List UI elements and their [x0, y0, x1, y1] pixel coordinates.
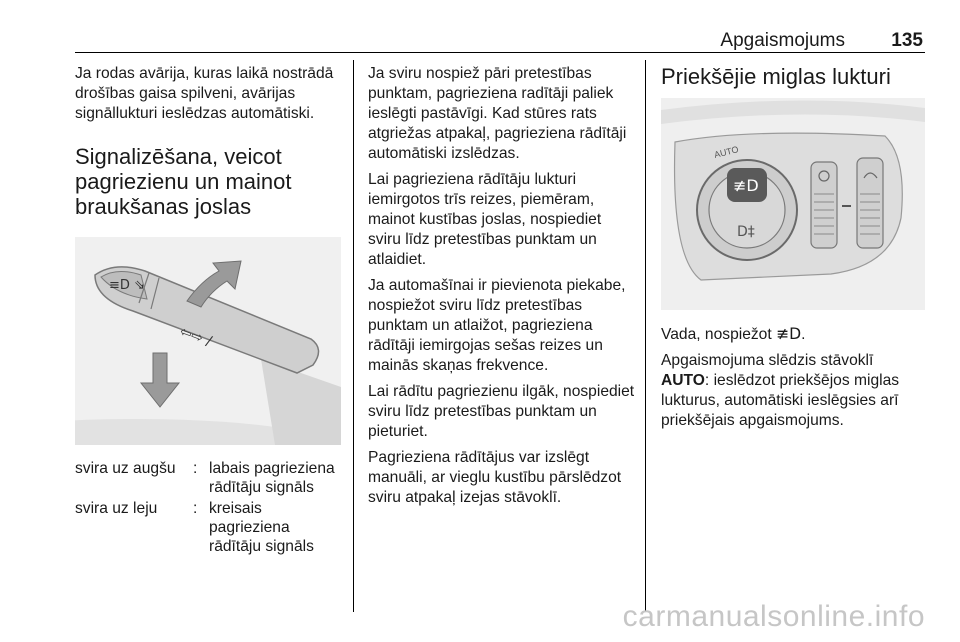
paragraph-1: Ja sviru nospiež pāri pretestības punktam, pagrieziena radītāji paliek ieslēgti pastāvīgi. Kad stūres rats atgriežas atpakaļ, pagrieziena rādītāji automātiski izslēdzas. — [368, 65, 627, 162]
column-divider-1 — [353, 60, 354, 612]
intro-paragraph: Ja rodas avārija, kuras laikā nostrādā drošības gaisa spilveni, avārijas signāllukturi ieslēdzas automātiski. — [75, 65, 334, 122]
press-end: . — [801, 326, 806, 343]
section-title: Apgaismojums — [720, 30, 845, 51]
fog-lights-heading: Priekšējie miglas lukturi — [661, 64, 891, 89]
auto-paragraph — [661, 351, 925, 431]
press-instruction — [661, 324, 925, 345]
column-divider-2 — [645, 60, 646, 612]
page-header — [75, 30, 925, 52]
lever-light-symbol: ≡D ⇘ — [109, 278, 145, 293]
definition-list — [75, 459, 341, 556]
definition-term: svira uz leju — [75, 500, 158, 517]
paragraph-4: Lai rādītu pagriezienu ilgāk, nospiediet sviru līdz pretestības punktam un pieturiet. — [368, 383, 635, 440]
definition-desc: kreisais pagrieziena rādītāju signāls — [209, 500, 314, 555]
watermark: carmanualsonline.info — [622, 600, 925, 633]
stalk-lever-illustration — [75, 237, 341, 445]
column-left — [75, 64, 341, 558]
auto-para-post: : ieslēdzot priekšējos miglas lukturus, automātiski ieslēgsies arī priekšējais apgaismojums. — [661, 372, 900, 429]
turn-signal-heading: Signalizēšana, veicot pagriezienu un mainot braukšanas joslas — [75, 144, 292, 219]
definition-row-down — [75, 499, 341, 556]
auto-para-pre: Apgaismojuma slēdzis stāvoklī — [661, 352, 874, 369]
auto-label: AUTO — [661, 372, 705, 389]
paragraph-3: Ja automašīnai ir pievienota piekabe, nospiežot sviru līdz pretestības punktam un atlaižot, pagrieziena rādītāji iemirgojas sešas reizes un mainās skaņas frekvence. — [368, 277, 626, 374]
fog-light-symbol: ≢D — [776, 325, 802, 343]
switch-auto-label: AUTO — [713, 144, 740, 160]
turn-signal-symbol: ⇦⇨ / — [177, 323, 214, 350]
definition-colon: : — [193, 460, 198, 477]
front-fog-light-icon: ≢D — [733, 176, 759, 195]
column-right — [661, 64, 925, 437]
light-switch-illustration — [661, 98, 925, 310]
header-rule — [75, 52, 925, 53]
definition-desc: labais pagrieziena rādītāju signāls — [209, 460, 335, 496]
page-number: 135 — [891, 30, 923, 51]
paragraph-2: Lai pagrieziena rādītāju lukturi iemirgotos trīs reizes, piemēram, mainot kustības joslas, nospiediet sviru līdz pretestības punktam un atlaidiet. — [368, 171, 602, 268]
press-text: Vada, nospiežot — [661, 326, 777, 343]
paragraph-5: Pagrieziena rādītājus var izslēgt manuāli, ar vieglu kustību pārslēdzot sviru atpakaļ izejas stāvoklī. — [368, 449, 622, 506]
column-middle — [368, 64, 636, 514]
svg-text:D‡: D‡ — [737, 224, 755, 240]
definition-term: svira uz augšu — [75, 460, 176, 477]
definition-row-up — [75, 459, 341, 497]
definition-colon: : — [193, 500, 198, 517]
